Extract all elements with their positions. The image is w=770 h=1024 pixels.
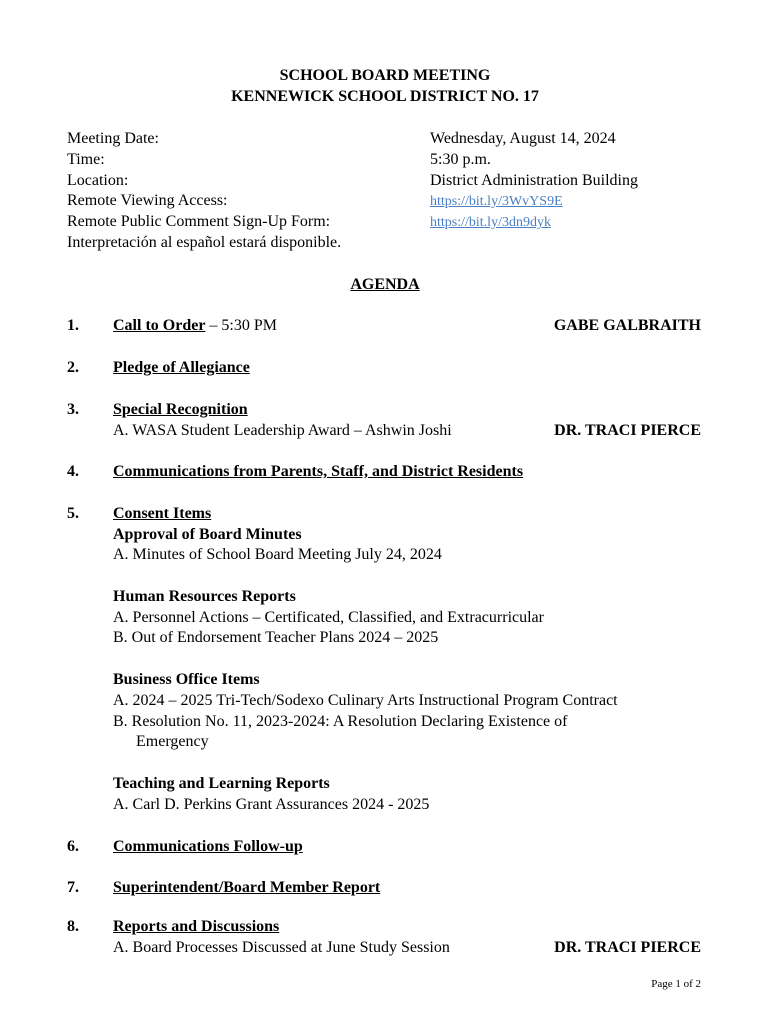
- item-1-time: – 5:30 PM: [205, 317, 277, 334]
- item-3-title: Special Recognition: [113, 401, 248, 418]
- item-5-number: 5.: [67, 505, 79, 522]
- item-7-title: Superintendent/Board Member Report: [113, 879, 381, 896]
- item-3-number: 3.: [67, 401, 79, 418]
- district-title: KENNEWICK SCHOOL DISTRICT NO. 17: [231, 88, 539, 105]
- date-value: Wednesday, August 14, 2024: [430, 130, 616, 147]
- location-value: District Administration Building: [430, 172, 638, 189]
- public-comment-label: Remote Public Comment Sign-Up Form:: [67, 213, 331, 230]
- business-heading: Business Office Items: [113, 671, 260, 688]
- agenda-heading: AGENDA: [350, 276, 420, 293]
- public-comment-link[interactable]: https://bit.ly/3dn9dyk: [430, 215, 551, 230]
- business-item-a: A. 2024 – 2025 Tri-Tech/Sodexo Culinary Arts Instructional Program Contract: [113, 692, 618, 709]
- hr-item-b: B. Out of Endorsement Teacher Plans 2024 – 2025: [113, 629, 439, 646]
- minutes-heading: Approval of Board Minutes: [113, 526, 302, 543]
- item-1-title: Call to Order: [113, 317, 206, 334]
- item-8-number: 8.: [67, 918, 79, 935]
- item-8-presenter: DR. TRACI PIERCE: [554, 939, 701, 956]
- item-8-title: Reports and Discussions: [113, 918, 280, 935]
- item-1: [113, 316, 277, 336]
- item-4-number: 4.: [67, 463, 79, 480]
- item-2-number: 2.: [67, 359, 79, 376]
- business-item-b-cont: Emergency: [136, 733, 209, 750]
- date-label: Meeting Date:: [67, 130, 159, 147]
- time-value: 5:30 p.m.: [430, 151, 491, 168]
- location-label: Location:: [67, 172, 129, 189]
- item-3-presenter: DR. TRACI PIERCE: [554, 422, 701, 439]
- item-4-title: Communications from Parents, Staff, and District Residents: [113, 463, 524, 480]
- item-6-number: 6.: [67, 838, 79, 855]
- hr-item-a: A. Personnel Actions – Certificated, Classified, and Extracurricular: [113, 609, 544, 626]
- business-item-b: B. Resolution No. 11, 2023-2024: A Resolution Declaring Existence of: [113, 713, 568, 730]
- time-label: Time:: [67, 151, 105, 168]
- remote-viewing-label: Remote Viewing Access:: [67, 192, 228, 209]
- spanish-note: Interpretación al español estará disponible.: [67, 234, 342, 251]
- item-7-number: 7.: [67, 879, 79, 896]
- item-2-title: Pledge of Allegiance: [113, 359, 250, 376]
- item-1-number: 1.: [67, 317, 79, 334]
- teaching-heading: Teaching and Learning Reports: [113, 775, 330, 792]
- page-number: Page 1 of 2: [651, 978, 701, 990]
- item-1-presenter: GABE GALBRAITH: [553, 317, 701, 334]
- item-3-sub: A. WASA Student Leadership Award – Ashwin Joshi: [113, 422, 452, 439]
- teaching-item-a: A. Carl D. Perkins Grant Assurances 2024 - 2025: [113, 796, 430, 813]
- item-5-title: Consent Items: [113, 505, 212, 522]
- remote-viewing-link[interactable]: https://bit.ly/3WvYS9E: [430, 194, 563, 209]
- minutes-item-a: A. Minutes of School Board Meeting July 24, 2024: [113, 546, 442, 563]
- meeting-title: SCHOOL BOARD MEETING: [279, 67, 491, 84]
- item-8-sub: A. Board Processes Discussed at June Study Session: [113, 939, 450, 956]
- item-6-title: Communications Follow-up: [113, 838, 303, 855]
- hr-heading: Human Resources Reports: [113, 588, 296, 605]
